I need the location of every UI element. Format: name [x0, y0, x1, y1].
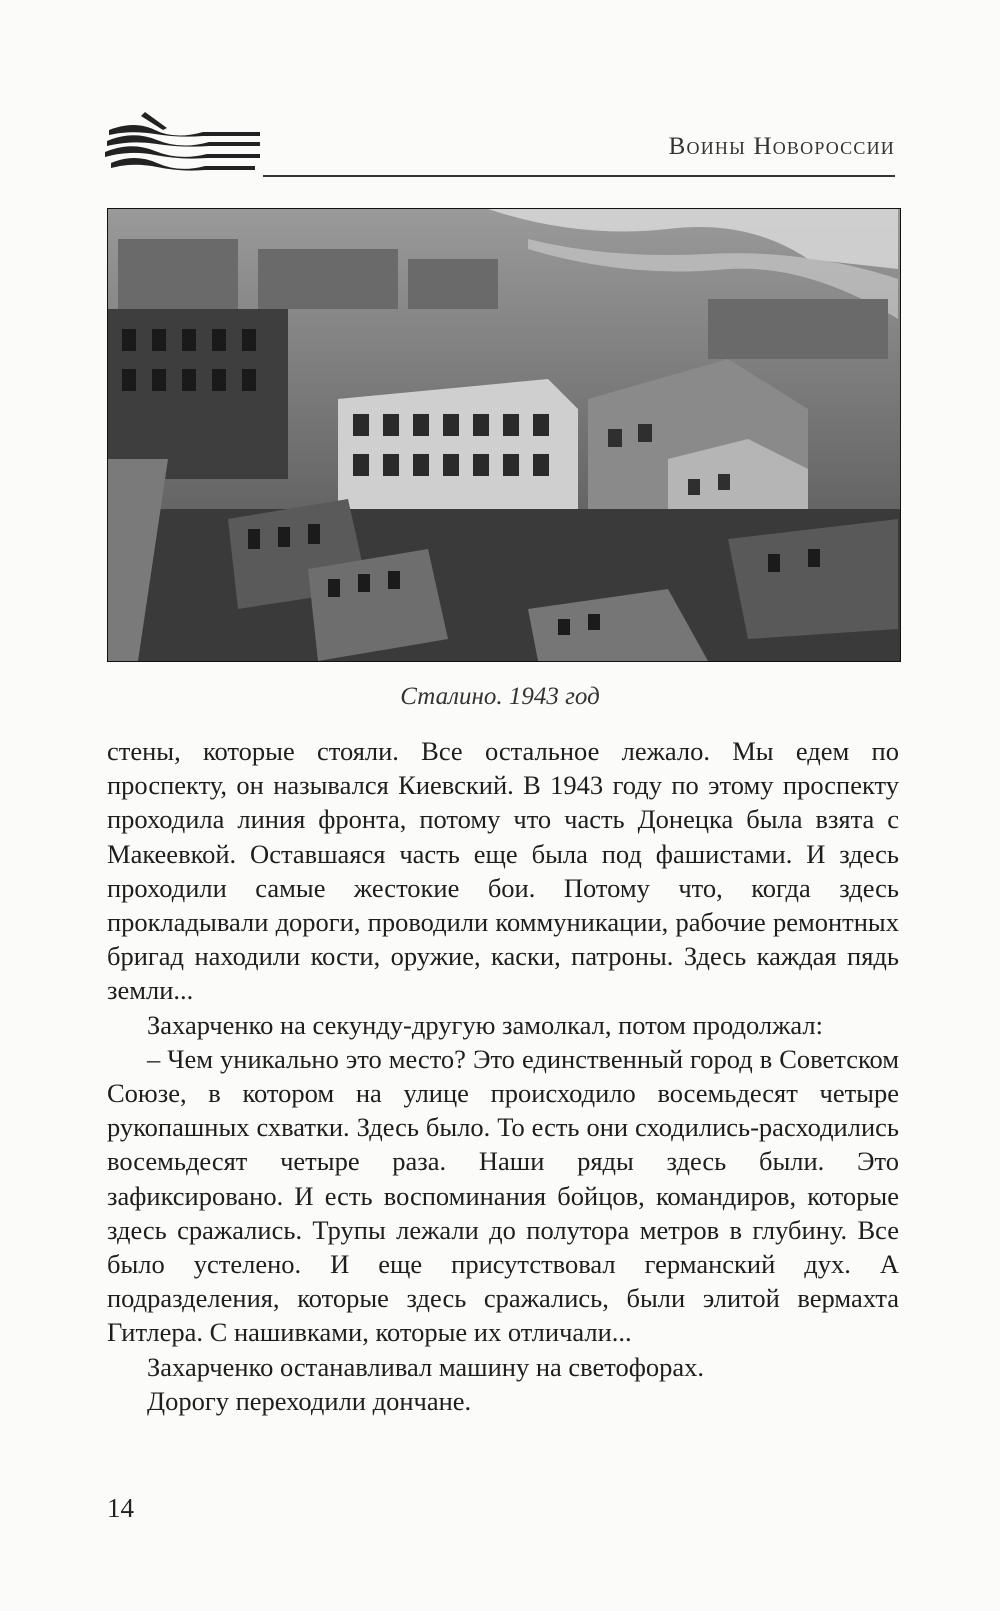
body-text: [107, 734, 899, 1418]
war-ruins-photo: [107, 208, 901, 662]
photo-caption: Сталино. 1943 год: [400, 683, 600, 710]
paragraph: Дорогу переходили дончане.: [147, 1385, 472, 1416]
page-number: 14: [107, 1493, 134, 1523]
running-title: Воины Новороссии: [668, 133, 895, 160]
paragraph: Захарченко на секунду-другую замолкал, потом продолжал:: [147, 1009, 823, 1040]
paragraph: Захарченко останавливал машину на светофорах.: [147, 1351, 705, 1382]
header-rule: [263, 175, 895, 177]
paragraph: – Чем уникально это место? Это единственный город в Советском Союзе, в котором на улице происходило восемьдесят четыре рукопашных схватки. Здесь было. То есть они сходились-расходились восемьдесят четыре раза. Наши ряды здесь были. Это зафиксировано. И есть воспоминания бойцов, командиров, которые здесь сражались. Трупы лежали до полутора метров в глубину. Все было устелено. И еще присутствовал германский дух. А подразделения, которые здесь сражались, были элитой вермахта Гитлера. С нашивками, которые их отличали...: [107, 1043, 899, 1348]
page-header: [105, 108, 895, 183]
paragraph: стены, которые стояли. Все остальное лежало. Мы едем по проспекту, он назывался Киевский. В 1943 году по этому проспекту проходила линия фронта, потому что часть Донецка была взята с Макеевкой. Оставшаяся часть еще была под фашистами. И здесь проходили самые жестокие бои. Потому что, когда здесь прокладывали дороги, проводили коммуникации, рабочие ремонтных бригад находили кости, оружие, каски, патроны. Здесь каждая пядь земли...: [107, 736, 899, 1006]
ribbon-stripes-icon: [105, 108, 265, 178]
